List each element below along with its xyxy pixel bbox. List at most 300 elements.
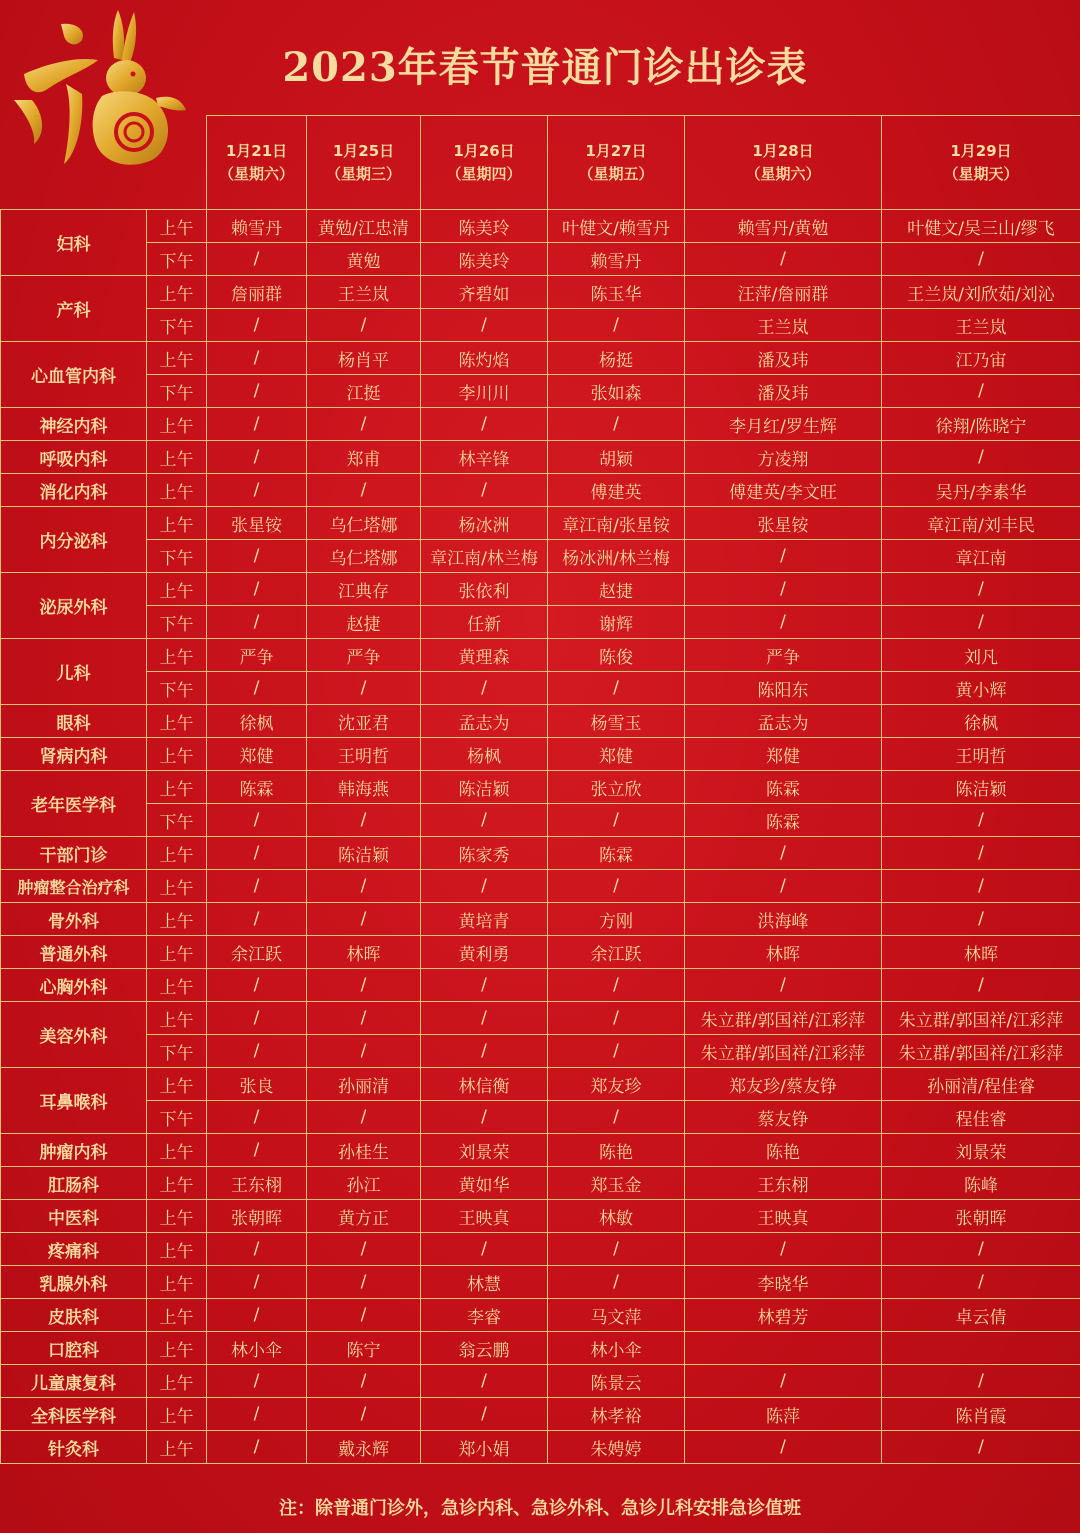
doctor-cell: / [421, 309, 548, 342]
doctor-cell: / [307, 474, 421, 507]
doctor-cell: 郑玉金 [548, 1167, 685, 1200]
doctor-cell: 郑友珍/蔡友铮 [685, 1068, 882, 1101]
doctor-cell: / [307, 1299, 421, 1332]
session-period: 下午 [147, 804, 207, 837]
doctor-cell: / [207, 1431, 307, 1464]
doctor-cell: 江挺 [307, 375, 421, 408]
doctor-cell: 林辛锋 [421, 441, 548, 474]
doctor-cell: 陈家秀 [421, 837, 548, 870]
table-row [1, 837, 1080, 870]
doctor-cell: 郑健 [207, 738, 307, 771]
doctor-cell: / [307, 309, 421, 342]
date-header [548, 116, 685, 210]
doctor-cell: 傅建英/李文旺 [685, 474, 882, 507]
session-period: 上午 [147, 903, 207, 936]
doctor-cell: / [207, 1134, 307, 1167]
department-name: 妇科 [1, 210, 147, 276]
table-row [1, 441, 1080, 474]
department-name: 内分泌科 [1, 507, 147, 573]
doctor-cell: / [882, 1233, 1080, 1266]
weekday-label: （星期三） [325, 164, 401, 183]
session-period: 下午 [147, 672, 207, 705]
doctor-cell: 黄利勇 [421, 936, 548, 969]
doctor-cell: 林慧 [421, 1266, 548, 1299]
doctor-cell: / [207, 408, 307, 441]
doctor-cell: 翁云鹏 [421, 1332, 548, 1365]
doctor-cell: / [307, 1233, 421, 1266]
doctor-cell: 吴丹/李素华 [882, 474, 1080, 507]
table-row [1, 672, 1080, 705]
table-row [1, 309, 1080, 342]
doctor-cell: 张良 [207, 1068, 307, 1101]
doctor-cell: 叶健文/赖雪丹 [548, 210, 685, 243]
doctor-cell: 王东栩 [207, 1167, 307, 1200]
department-name: 全科医学科 [1, 1398, 147, 1431]
doctor-cell: 杨肖平 [307, 342, 421, 375]
doctor-cell: 陈霖 [685, 804, 882, 837]
doctor-cell: / [307, 1035, 421, 1068]
session-period: 上午 [147, 474, 207, 507]
doctor-cell: / [207, 540, 307, 573]
doctor-cell: 杨挺 [548, 342, 685, 375]
doctor-cell: / [207, 441, 307, 474]
table-row [1, 408, 1080, 441]
table-row [1, 243, 1080, 276]
doctor-cell: 程佳睿 [882, 1101, 1080, 1134]
session-period: 上午 [147, 1134, 207, 1167]
doctor-cell: 林小伞 [207, 1332, 307, 1365]
doctor-cell: 郑小娟 [421, 1431, 548, 1464]
doctor-cell: / [421, 1002, 548, 1035]
department-name: 骨外科 [1, 903, 147, 936]
doctor-cell: / [421, 1101, 548, 1134]
department-name: 肾病内科 [1, 738, 147, 771]
doctor-cell: / [207, 804, 307, 837]
session-period: 上午 [147, 1365, 207, 1398]
department-name: 肿瘤整合治疗科 [1, 870, 147, 903]
doctor-cell: / [207, 1233, 307, 1266]
doctor-cell: 陈霖 [685, 771, 882, 804]
doctor-cell: 严争 [685, 639, 882, 672]
doctor-cell: / [685, 573, 882, 606]
doctor-cell: / [307, 804, 421, 837]
department-name: 儿科 [1, 639, 147, 705]
table-row [1, 573, 1080, 606]
doctor-cell: 孙江 [307, 1167, 421, 1200]
doctor-cell: 杨枫 [421, 738, 548, 771]
doctor-cell: / [421, 474, 548, 507]
department-name: 眼科 [1, 705, 147, 738]
session-period: 下午 [147, 606, 207, 639]
doctor-cell: / [421, 672, 548, 705]
doctor-cell: 黄勉/江忠清 [307, 210, 421, 243]
doctor-cell: 陈俊 [548, 639, 685, 672]
department-name: 普通外科 [1, 936, 147, 969]
doctor-cell: / [685, 606, 882, 639]
doctor-cell: 刘景荣 [882, 1134, 1080, 1167]
doctor-cell: 王兰岚 [307, 276, 421, 309]
doctor-cell: 陈肖霞 [882, 1398, 1080, 1431]
doctor-cell: 林信衡 [421, 1068, 548, 1101]
session-period: 上午 [147, 507, 207, 540]
session-period: 下午 [147, 243, 207, 276]
doctor-cell: / [882, 1365, 1080, 1398]
page-title: 2023年春节普通门诊出诊表 [282, 44, 808, 91]
doctor-cell: / [207, 474, 307, 507]
doctor-cell: / [882, 870, 1080, 903]
doctor-cell: 胡颖 [548, 441, 685, 474]
doctor-cell: 孙丽清/程佳睿 [882, 1068, 1080, 1101]
weekday-label: （星期天） [943, 164, 1019, 183]
doctor-cell: / [207, 243, 307, 276]
doctor-cell: 陈洁颖 [307, 837, 421, 870]
doctor-cell: 陈洁颖 [421, 771, 548, 804]
doctor-cell: 陈艳 [685, 1134, 882, 1167]
doctor-cell: / [882, 903, 1080, 936]
table-row [1, 1200, 1080, 1233]
session-period: 上午 [147, 276, 207, 309]
doctor-cell: / [882, 573, 1080, 606]
doctor-cell: 陈洁颖 [882, 771, 1080, 804]
session-period: 上午 [147, 342, 207, 375]
table-row [1, 870, 1080, 903]
doctor-cell: 蔡友铮 [685, 1101, 882, 1134]
department-name: 呼吸内科 [1, 441, 147, 474]
doctor-cell: / [207, 1101, 307, 1134]
doctor-cell: / [307, 1365, 421, 1398]
doctor-cell: 林小伞 [548, 1332, 685, 1365]
department-name: 疼痛科 [1, 1233, 147, 1266]
doctor-cell: / [685, 1365, 882, 1398]
session-period: 上午 [147, 210, 207, 243]
table-row [1, 1002, 1080, 1035]
doctor-cell: 潘及玮 [685, 375, 882, 408]
doctor-cell: 陈阳东 [685, 672, 882, 705]
doctor-cell: 卓云倩 [882, 1299, 1080, 1332]
doctor-cell: 章江南/林兰梅 [421, 540, 548, 573]
doctor-cell: / [307, 672, 421, 705]
doctor-cell: 谢辉 [548, 606, 685, 639]
doctor-cell: / [207, 672, 307, 705]
doctor-cell: 朱娉婷 [548, 1431, 685, 1464]
doctor-cell: 詹丽群 [207, 276, 307, 309]
doctor-cell: 杨冰洲 [421, 507, 548, 540]
doctor-cell: 郑甫 [307, 441, 421, 474]
session-period: 上午 [147, 1332, 207, 1365]
doctor-cell: 王兰岚/刘欣茹/刘沁 [882, 276, 1080, 309]
doctor-cell: / [421, 1233, 548, 1266]
table-row [1, 606, 1080, 639]
table-row [1, 1035, 1080, 1068]
doctor-cell: 陈艳 [548, 1134, 685, 1167]
doctor-cell: 李晓华 [685, 1266, 882, 1299]
table-row [1, 1134, 1080, 1167]
date-header [882, 116, 1080, 210]
doctor-cell: / [548, 870, 685, 903]
table-row [1, 969, 1080, 1002]
doctor-cell: 陈霖 [548, 837, 685, 870]
doctor-cell: / [685, 1431, 882, 1464]
doctor-cell: 张朝晖 [207, 1200, 307, 1233]
table-row [1, 375, 1080, 408]
session-period: 上午 [147, 771, 207, 804]
doctor-cell [685, 1332, 882, 1365]
doctor-cell: 李月红/罗生辉 [685, 408, 882, 441]
doctor-cell: / [207, 1398, 307, 1431]
table-row [1, 1332, 1080, 1365]
doctor-cell: 杨雪玉 [548, 705, 685, 738]
date-label: 1月27日 [585, 141, 647, 160]
doctor-cell: 齐碧如 [421, 276, 548, 309]
doctor-cell: 陈美玲 [421, 243, 548, 276]
doctor-cell: / [548, 1233, 685, 1266]
weekday-label: （星期四） [446, 164, 522, 183]
doctor-cell: 黄勉 [307, 243, 421, 276]
doctor-cell: 陈玉华 [548, 276, 685, 309]
department-name: 皮肤科 [1, 1299, 147, 1332]
doctor-cell: 严争 [307, 639, 421, 672]
doctor-cell: / [548, 1101, 685, 1134]
doctor-cell: / [421, 804, 548, 837]
doctor-cell: 王映真 [421, 1200, 548, 1233]
doctor-cell: 乌仁塔娜 [307, 540, 421, 573]
session-period: 下午 [147, 1035, 207, 1068]
doctor-cell: 林晖 [882, 936, 1080, 969]
doctor-cell: 黄理森 [421, 639, 548, 672]
table-row [1, 474, 1080, 507]
doctor-cell: / [207, 606, 307, 639]
doctor-cell: 林晖 [307, 936, 421, 969]
doctor-cell: 张如森 [548, 375, 685, 408]
doctor-cell: / [421, 408, 548, 441]
doctor-cell: 孙桂生 [307, 1134, 421, 1167]
session-period: 上午 [147, 1233, 207, 1266]
doctor-cell: 黄如华 [421, 1167, 548, 1200]
weekday-label: （星期五） [578, 164, 654, 183]
doctor-cell: 洪海峰 [685, 903, 882, 936]
doctor-cell: 陈灼焰 [421, 342, 548, 375]
session-period: 上午 [147, 969, 207, 1002]
session-period: 下午 [147, 1101, 207, 1134]
department-name: 耳鼻喉科 [1, 1068, 147, 1134]
doctor-cell: 赵捷 [307, 606, 421, 639]
table-row [1, 639, 1080, 672]
doctor-cell: 方凌翔 [685, 441, 882, 474]
table-row [1, 1068, 1080, 1101]
doctor-cell: 王明哲 [882, 738, 1080, 771]
doctor-cell: / [207, 375, 307, 408]
doctor-cell: 潘及玮 [685, 342, 882, 375]
date-label: 1月28日 [752, 141, 814, 160]
department-name: 神经内科 [1, 408, 147, 441]
department-name: 中医科 [1, 1200, 147, 1233]
department-name: 儿童康复科 [1, 1365, 147, 1398]
doctor-cell: 陈景云 [548, 1365, 685, 1398]
doctor-cell: 朱立群/郭国祥/江彩萍 [685, 1002, 882, 1035]
session-period: 上午 [147, 738, 207, 771]
doctor-cell: / [882, 441, 1080, 474]
doctor-cell: / [421, 1035, 548, 1068]
session-period: 上午 [147, 408, 207, 441]
doctor-cell: 黄方正 [307, 1200, 421, 1233]
doctor-cell: 张星铵 [685, 507, 882, 540]
table-row [1, 705, 1080, 738]
table-row [1, 210, 1080, 243]
doctor-cell: 郑友珍 [548, 1068, 685, 1101]
department-name: 产科 [1, 276, 147, 342]
doctor-cell: / [307, 1002, 421, 1035]
doctor-cell: 王兰岚 [685, 309, 882, 342]
table-row [1, 1266, 1080, 1299]
doctor-cell: / [548, 969, 685, 1002]
session-period: 上午 [147, 837, 207, 870]
doctor-cell: 赖雪丹 [207, 210, 307, 243]
table-row [1, 342, 1080, 375]
doctor-cell: 赵捷 [548, 573, 685, 606]
doctor-cell: / [882, 243, 1080, 276]
session-period: 上午 [147, 441, 207, 474]
session-period: 上午 [147, 936, 207, 969]
session-period: 上午 [147, 1398, 207, 1431]
doctor-cell: / [882, 837, 1080, 870]
doctor-cell: / [307, 408, 421, 441]
doctor-cell: 方刚 [548, 903, 685, 936]
doctor-cell: / [548, 672, 685, 705]
doctor-cell: / [207, 1035, 307, 1068]
doctor-cell: 乌仁塔娜 [307, 507, 421, 540]
doctor-cell: / [307, 903, 421, 936]
department-name: 口腔科 [1, 1332, 147, 1365]
table-row [1, 1365, 1080, 1398]
table-row [1, 738, 1080, 771]
table-row [1, 903, 1080, 936]
doctor-cell: / [548, 309, 685, 342]
doctor-cell: 朱立群/郭国祥/江彩萍 [685, 1035, 882, 1068]
doctor-cell: 林敏 [548, 1200, 685, 1233]
doctor-cell: 戴永辉 [307, 1431, 421, 1464]
doctor-cell: 王东栩 [685, 1167, 882, 1200]
doctor-cell: / [207, 1299, 307, 1332]
doctor-cell: 刘景荣 [421, 1134, 548, 1167]
doctor-cell: / [548, 1002, 685, 1035]
doctor-cell: 林孝裕 [548, 1398, 685, 1431]
doctor-cell: 黄培青 [421, 903, 548, 936]
doctor-cell: / [685, 243, 882, 276]
weekday-label: （星期六） [745, 164, 821, 183]
doctor-cell: 赖雪丹 [548, 243, 685, 276]
doctor-cell: / [307, 870, 421, 903]
doctor-cell: / [548, 408, 685, 441]
department-name: 消化内科 [1, 474, 147, 507]
doctor-cell: 徐枫 [207, 705, 307, 738]
session-period: 上午 [147, 1431, 207, 1464]
doctor-cell: 任新 [421, 606, 548, 639]
department-name: 美容外科 [1, 1002, 147, 1068]
table-row [1, 540, 1080, 573]
doctor-cell: / [685, 870, 882, 903]
footer-note: 注：除普通门诊外，急诊内科、急诊外科、急诊儿科安排急诊值班 [279, 1498, 801, 1519]
doctor-cell: / [421, 969, 548, 1002]
table-row [1, 276, 1080, 309]
doctor-cell: / [882, 969, 1080, 1002]
doctor-cell: / [882, 1266, 1080, 1299]
table-row [1, 936, 1080, 969]
doctor-cell: / [685, 837, 882, 870]
table-row [1, 1398, 1080, 1431]
doctor-cell: / [207, 903, 307, 936]
doctor-cell: / [207, 1266, 307, 1299]
doctor-cell: 林晖 [685, 936, 882, 969]
doctor-cell: 陈峰 [882, 1167, 1080, 1200]
doctor-cell: 汪萍/詹丽群 [685, 276, 882, 309]
doctor-cell: / [307, 1398, 421, 1431]
doctor-cell: 陈萍 [685, 1398, 882, 1431]
doctor-cell: 杨冰洲/林兰梅 [548, 540, 685, 573]
doctor-cell: 马文萍 [548, 1299, 685, 1332]
doctor-cell: / [207, 969, 307, 1002]
date-header [307, 116, 421, 210]
doctor-cell: 刘凡 [882, 639, 1080, 672]
doctor-cell: 沈亚君 [307, 705, 421, 738]
doctor-cell: 陈宁 [307, 1332, 421, 1365]
doctor-cell: / [548, 1035, 685, 1068]
doctor-cell: 朱立群/郭国祥/江彩萍 [882, 1035, 1080, 1068]
doctor-cell: 章江南/刘丰民 [882, 507, 1080, 540]
doctor-cell: / [685, 969, 882, 1002]
doctor-cell: 孟志为 [421, 705, 548, 738]
table-row [1, 771, 1080, 804]
table-row [1, 1101, 1080, 1134]
weekday-label: （星期六） [218, 164, 294, 183]
doctor-cell: / [207, 309, 307, 342]
department-name: 肿瘤内科 [1, 1134, 147, 1167]
doctor-cell: / [207, 837, 307, 870]
date-header [421, 116, 548, 210]
doctor-cell: 林碧芳 [685, 1299, 882, 1332]
doctor-cell: 严争 [207, 639, 307, 672]
doctor-cell: 王明哲 [307, 738, 421, 771]
session-period: 上午 [147, 639, 207, 672]
date-header [207, 116, 307, 210]
doctor-cell: 赖雪丹/黄勉 [685, 210, 882, 243]
session-period: 上午 [147, 1266, 207, 1299]
date-header-row [1, 116, 1080, 210]
doctor-cell: / [207, 342, 307, 375]
session-period: 上午 [147, 1299, 207, 1332]
doctor-cell: / [307, 1266, 421, 1299]
session-period: 下午 [147, 540, 207, 573]
table-row [1, 507, 1080, 540]
doctor-cell [882, 1332, 1080, 1365]
table-row [1, 1299, 1080, 1332]
doctor-cell: / [882, 606, 1080, 639]
doctor-cell: 郑健 [548, 738, 685, 771]
doctor-cell: 章江南/张星铵 [548, 507, 685, 540]
department-name: 肛肠科 [1, 1167, 147, 1200]
doctor-cell: / [548, 804, 685, 837]
doctor-cell: 朱立群/郭国祥/江彩萍 [882, 1002, 1080, 1035]
doctor-cell: / [685, 540, 882, 573]
doctor-cell: 余江跃 [548, 936, 685, 969]
doctor-cell: 张朝晖 [882, 1200, 1080, 1233]
department-name: 干部门诊 [1, 837, 147, 870]
date-label: 1月26日 [453, 141, 515, 160]
doctor-cell: / [882, 375, 1080, 408]
doctor-cell: 张星铵 [207, 507, 307, 540]
doctor-cell: 王映真 [685, 1200, 882, 1233]
date-label: 1月29日 [950, 141, 1012, 160]
doctor-cell: / [421, 1398, 548, 1431]
